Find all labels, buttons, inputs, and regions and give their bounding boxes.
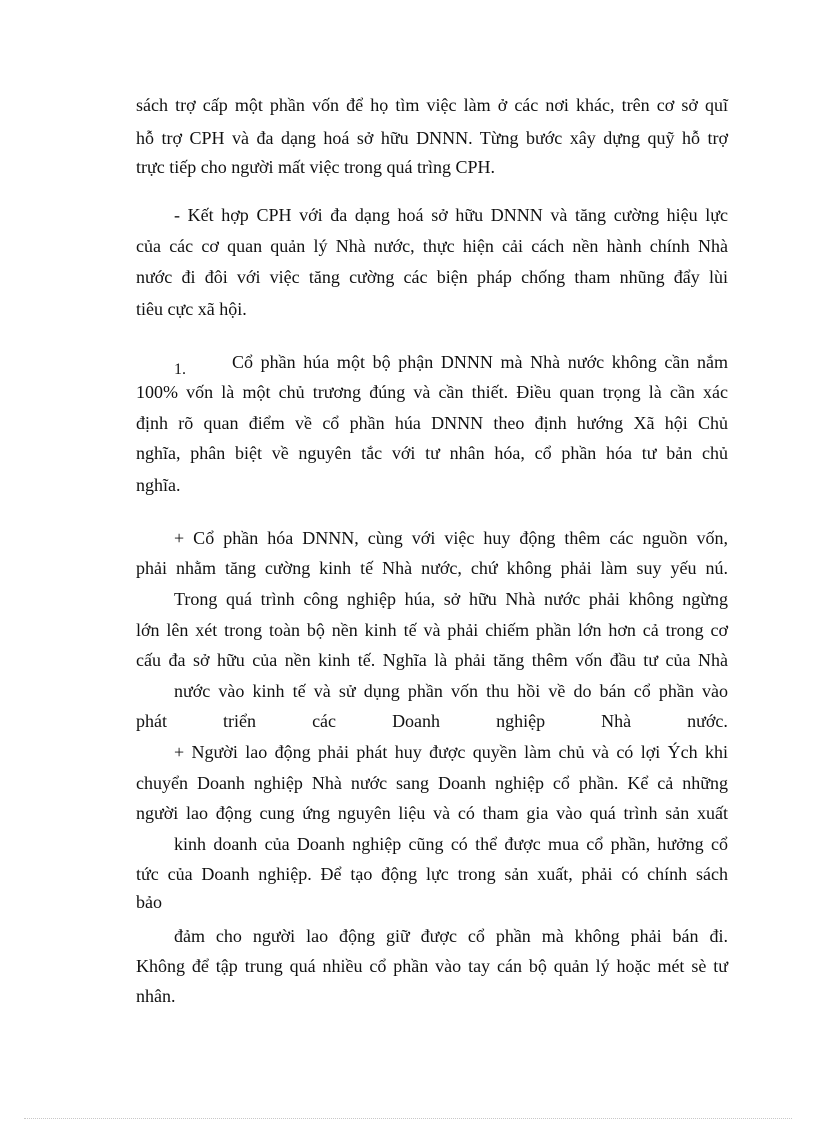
text-line: người lao động cung ứng nguyên liệu và có tham gia vào quá trình sản xuất [136, 803, 728, 823]
text-line: Trong quá trình công nghiệp húa, sở hữu Nhà nước phải không ngừng [174, 589, 728, 609]
text-line: cấu đa sở hữu của nền kinh tế. Nghĩa là phải tăng thêm vốn đầu tư của Nhà [136, 650, 728, 670]
text-line: phải nhằm tăng cường kinh tế Nhà nước, chứ không phải làm suy yếu nú. [136, 558, 728, 578]
text-line: hỗ trợ CPH và đa dạng hoá sở hữu DNNN. Từng bước xây dựng quỹ hỗ trợ [136, 128, 728, 148]
text-line: nghĩa, phân biệt về nguyên tắc với tư nhân hóa, cổ phần hóa tư bản chủ [136, 443, 728, 463]
text-line: đảm cho người lao động giữ được cổ phần mà không phải bán đi. [174, 926, 728, 946]
text-line: kinh doanh của Doanh nghiệp cũng có thể được mua cổ phần, hưởng cổ [174, 834, 728, 854]
word: Nhà [601, 711, 632, 731]
text-line: Không để tập trung quá nhiều cổ phần vào tay cán bộ quản lý hoặc mét sè tư [136, 956, 728, 976]
text-line: + Người lao động phải phát huy được quyền làm chủ và có lợi Ých khi [174, 742, 728, 762]
text-line: nghĩa. [136, 475, 181, 495]
list-number: 1. [174, 361, 186, 378]
word: các [312, 711, 337, 731]
word: nước. [687, 711, 728, 731]
text-line: sách trợ cấp một phần vốn để họ tìm việc làm ở các nơi khác, trên cơ sở quĩ [136, 95, 728, 115]
text-line: Cổ phần húa một bộ phận DNNN mà Nhà nước không cần nắm [232, 352, 728, 372]
text-line: trực tiếp cho người mất việc trong quá trìng CPH. [136, 157, 495, 177]
text-line: nước đi đôi với việc tăng cường các biện pháp chống tham nhũng đẩy lùi [136, 267, 728, 287]
text-line: bảo [136, 892, 162, 912]
text-line-spread [136, 709, 728, 733]
text-line: chuyển Doanh nghiệp Nhà nước sang Doanh nghiệp cổ phần. Kể cả những [136, 773, 728, 793]
text-line: tiêu cực xã hội. [136, 299, 247, 319]
text-line: của các cơ quan quản lý Nhà nước, thực hiện cải cách nền hành chính Nhà [136, 236, 728, 256]
word: phát [136, 711, 167, 731]
text-line: + Cổ phần hóa DNNN, cùng với việc huy động thêm các nguồn vốn, [174, 528, 728, 548]
text-line: 100% vốn là một chủ trương đúng và cần thiết. Điều quan trọng là cần xác [136, 382, 728, 402]
text-line: tức của Doanh nghiệp. Để tạo động lực trong sản xuất, phải có chính sách [136, 864, 728, 884]
word: Doanh [392, 711, 441, 731]
word: triển [223, 711, 257, 731]
page-bottom-divider [24, 1118, 792, 1119]
text-line: - Kết hợp CPH với đa dạng hoá sở hữu DNNN và tăng cường hiệu lực [174, 205, 728, 225]
text-line: nhân. [136, 986, 176, 1006]
text-line: nước vào kinh tế và sử dụng phần vốn thu hồi về do bán cổ phần vào [174, 681, 728, 701]
word: nghiệp [496, 711, 546, 731]
text-line: lớn lên xét trong toàn bộ nền kinh tế và phải chiếm phần lớn hơn cả trong cơ [136, 620, 728, 640]
text-line: định rõ quan điểm về cổ phần húa DNNN theo định hướng Xã hội Chủ [136, 413, 728, 433]
